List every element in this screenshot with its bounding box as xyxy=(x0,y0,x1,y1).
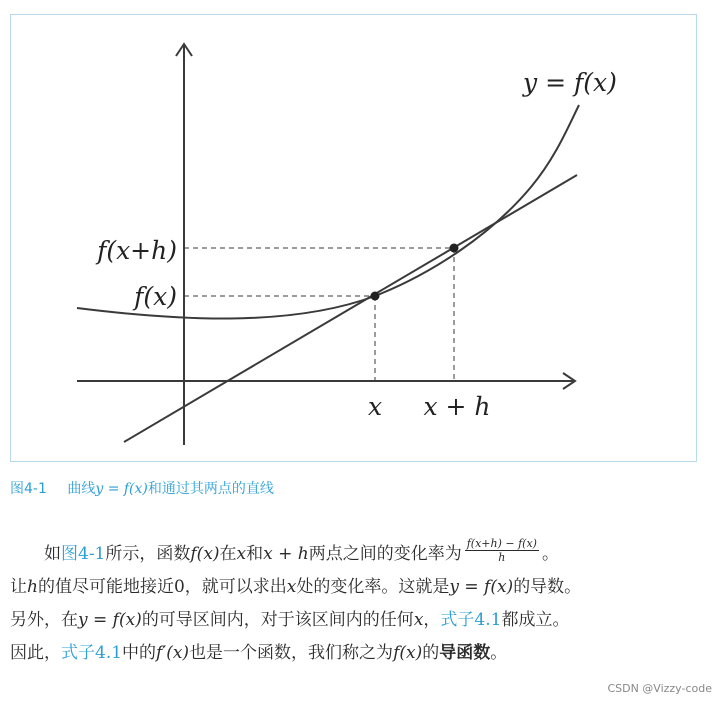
y-tick-label-fxh: f(x+h) xyxy=(97,236,177,265)
text: 处的变化率。这就是 xyxy=(296,577,450,597)
text: 的 xyxy=(422,643,440,663)
math-fx: f(x) xyxy=(190,544,220,564)
text: 两点之间的变化率为 xyxy=(308,544,462,564)
point-x xyxy=(371,292,380,301)
text: 也是一个函数，我们称之为 xyxy=(189,643,394,663)
fraction-denominator: h xyxy=(498,551,506,564)
x-tick-label-xh: x + h xyxy=(423,392,491,421)
text: 因此， xyxy=(10,643,61,663)
text: 的值尽可能地接近0，就可以求出 xyxy=(37,577,287,597)
math-fprime: f′(x) xyxy=(156,643,190,663)
text: 中的 xyxy=(122,643,157,663)
caption-math: y = f(x) xyxy=(95,481,148,497)
text: 让 xyxy=(10,577,27,597)
text: 如 xyxy=(44,544,61,564)
y-tick-label-fx: f(x) xyxy=(134,282,177,311)
math-h: h xyxy=(27,577,38,597)
text: 在 xyxy=(219,544,237,564)
text: 都成立。 xyxy=(501,610,570,630)
text: ， xyxy=(423,610,441,630)
math-yfx: y = f(x) xyxy=(78,610,142,630)
figure-ref-link[interactable]: 图4-1 xyxy=(61,544,106,564)
body-line-3 xyxy=(10,604,710,637)
text: 。 xyxy=(490,643,508,663)
body-paragraph xyxy=(10,538,710,670)
text: 的导数。 xyxy=(513,577,582,597)
watermark: CSDN @Vizzy-code xyxy=(607,682,712,695)
text: 。 xyxy=(541,544,559,564)
math-x: x xyxy=(236,544,247,564)
math-yfx: y = f(x) xyxy=(449,577,514,597)
equation-ref-link[interactable]: 式子4.1 xyxy=(440,610,502,630)
fraction-numerator: f(x+h) − f(x) xyxy=(466,537,537,550)
text: 和 xyxy=(246,544,264,564)
point-x-plus-h xyxy=(450,244,459,253)
math-x: x xyxy=(286,577,297,597)
difference-quotient xyxy=(465,537,539,564)
term-derivative-function: 导函数 xyxy=(439,643,491,663)
math-xh: x + h xyxy=(263,544,309,564)
math-x: x xyxy=(413,610,424,630)
text: 的可导区间内，对于该区间内的任何 xyxy=(141,610,414,630)
caption-number: 图4-1 xyxy=(10,481,47,497)
math-fx: f(x) xyxy=(393,643,423,663)
figure-plot xyxy=(11,15,698,463)
body-line-1 xyxy=(10,538,710,571)
secant-line xyxy=(124,175,577,442)
figure-caption xyxy=(10,478,700,504)
caption-text-pre: 曲线 xyxy=(67,481,96,497)
body-line-4 xyxy=(10,637,710,670)
curve-label: y = f(x) xyxy=(523,68,617,97)
text: 所示，函数 xyxy=(105,544,191,564)
text: 另外，在 xyxy=(10,610,78,630)
caption-text-post: 和通过其两点的直线 xyxy=(147,481,274,497)
figure-frame xyxy=(10,14,697,462)
equation-ref-link[interactable]: 式子4.1 xyxy=(61,643,123,663)
x-tick-label-x: x xyxy=(367,392,383,421)
body-line-2 xyxy=(10,571,710,604)
